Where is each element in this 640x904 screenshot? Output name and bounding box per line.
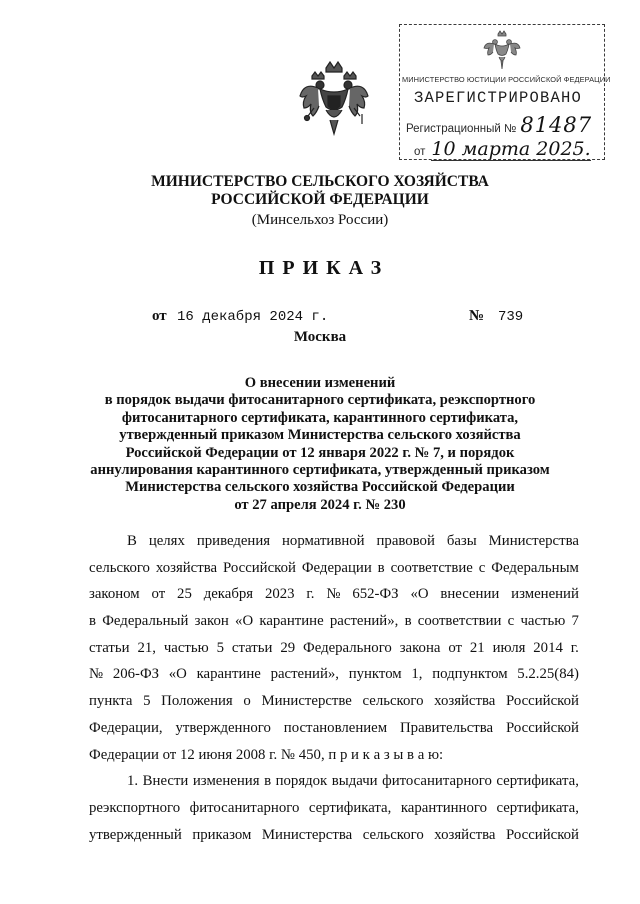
body-word: Российской xyxy=(505,693,579,710)
body-word: изменения xyxy=(192,773,260,790)
subject-line: О внесении изменений xyxy=(244,375,396,391)
subject-line: утвержденный приказом Министерства сельского хозяйства xyxy=(119,427,521,444)
body-word: Внести xyxy=(142,773,189,790)
body-word: пунктом xyxy=(348,666,402,683)
document-title: ПРИКАЗ xyxy=(258,257,390,279)
body-word: подпунктом xyxy=(432,666,508,683)
body-word: 652-ФЗ xyxy=(352,586,399,603)
body-word: сельского xyxy=(362,693,424,710)
body-word: растений», xyxy=(270,666,339,683)
body-word: выдачи xyxy=(331,773,378,790)
body-word: В xyxy=(127,533,137,549)
stamp-regno-label: Регистрационный № xyxy=(406,123,517,135)
body-word: 206-ФЗ xyxy=(112,666,160,683)
subject-line: Министерства сельского хозяйства Российской Федерации xyxy=(125,479,515,496)
body-word: приведения xyxy=(196,533,271,549)
body-word: 2023 xyxy=(264,586,295,603)
order-city: Москва xyxy=(293,329,347,345)
body-word: карантине xyxy=(196,666,261,683)
body-word: с xyxy=(478,559,486,576)
body-word: карантине xyxy=(259,613,324,630)
body-word: 7 xyxy=(571,613,579,630)
body-word: «О xyxy=(168,666,187,683)
order-date-label: от xyxy=(152,308,167,324)
ministry-name: МИНИСТЕРСТВО СЕЛЬСКОГО ХОЗЯЙСТВА xyxy=(151,173,489,190)
body-word: Министерства xyxy=(488,533,579,549)
body-word: декабря xyxy=(203,586,254,603)
stamp-emblem-icon xyxy=(482,29,522,71)
body-word: законом xyxy=(89,586,140,603)
body-word: хозяйства xyxy=(434,826,496,843)
body-word: частью xyxy=(520,613,566,630)
body-word: 1. xyxy=(127,773,139,790)
body-word: г. xyxy=(306,586,315,603)
body-word: «О xyxy=(235,613,254,630)
body-word: сельского xyxy=(362,826,424,843)
body-word: 21, xyxy=(137,639,156,656)
body-word: № xyxy=(89,666,104,683)
body-word: карантинного xyxy=(400,799,487,816)
body-word: закон xyxy=(194,613,229,630)
body-word: утвержденного xyxy=(175,719,271,736)
body-word: Министерстве xyxy=(261,693,352,710)
body-word: утвержденный xyxy=(89,826,182,843)
registration-stamp xyxy=(399,24,611,160)
body-word: в xyxy=(377,559,385,576)
body-word: Российской xyxy=(506,826,579,843)
body-word: сертификата, xyxy=(496,773,579,790)
body-word: пункта xyxy=(89,693,133,710)
body-word: внесении xyxy=(440,586,500,603)
stamp-regno-value: 81487 xyxy=(520,113,593,137)
body-word: от xyxy=(151,586,166,603)
subject-line: в порядок выдачи фитосанитарного сертификата, реэкспортного xyxy=(104,392,536,409)
body-word: приказом xyxy=(192,826,252,843)
body-word: нормативной xyxy=(282,533,365,549)
body-line xyxy=(89,558,579,585)
body-word: 2014 xyxy=(533,639,563,656)
body-word: Федерации xyxy=(301,559,372,576)
body-word: Федеральный xyxy=(102,613,189,630)
body-line xyxy=(89,798,579,825)
body-word: сертификата, xyxy=(496,799,579,816)
subject-line: фитосанитарного сертификата, карантинного сертификата, xyxy=(121,409,519,426)
body-word: № xyxy=(326,586,341,603)
stamp-date-label: от xyxy=(414,146,426,158)
body-word: Федерального xyxy=(303,639,392,656)
subject-line: Российской Федерации от 12 января 2022 г. № 7, и порядок xyxy=(125,444,515,461)
body-word: порядок xyxy=(275,773,328,790)
body-word: в xyxy=(404,613,412,630)
order-date: 16 декабря 2024 г. xyxy=(177,309,329,325)
body-word: целях xyxy=(148,533,185,549)
body-word: Правительства xyxy=(400,719,494,736)
body-word: Российской xyxy=(223,559,296,576)
body-line xyxy=(89,638,579,665)
body-word: фитосанитарного xyxy=(382,773,492,790)
body-word: хозяйства xyxy=(434,693,496,710)
body-word: соответствии xyxy=(417,613,502,630)
body-word: 1, xyxy=(411,666,423,683)
body-word: реэкспортного xyxy=(89,799,181,816)
body-word: фитосанитарного xyxy=(189,799,300,816)
body-line xyxy=(89,718,579,745)
body-word: о xyxy=(243,693,251,710)
body-word: хозяйства xyxy=(155,559,218,576)
body-word: изменений xyxy=(511,586,579,603)
body-word: Министерства xyxy=(261,826,353,843)
body-line xyxy=(89,611,579,638)
stamp-registered-text: ЗАРЕГИСТРИРОВАНО xyxy=(414,89,583,107)
body-word: Федерации, xyxy=(89,719,163,736)
body-word: 5.2.25(84) xyxy=(517,666,579,683)
subject-line: от 27 апреля 2024 г. № 230 xyxy=(234,496,406,513)
body-word: Федеральным xyxy=(491,559,579,576)
body-word: сельского xyxy=(89,559,150,576)
order-number: 739 xyxy=(498,309,524,325)
stamp-regno-line xyxy=(406,113,592,137)
body-line xyxy=(89,691,579,718)
body-line xyxy=(89,825,579,852)
body-word: в xyxy=(89,613,96,630)
stamp-ministry-text: МИНИСТЕРСТВО ЮСТИЦИИ РОССИЙСКОЙ ФЕДЕРАЦИИ xyxy=(402,75,611,84)
body-word: Положения xyxy=(161,693,233,710)
body-word: правовой xyxy=(376,533,435,549)
body-line xyxy=(89,584,579,611)
body-word: статьи xyxy=(89,639,130,656)
body-word: Российской xyxy=(506,719,579,736)
body-word: июля xyxy=(492,639,526,656)
body-word: соответствие xyxy=(390,559,473,576)
body-word: базы xyxy=(446,533,477,549)
body-line xyxy=(89,531,579,558)
stamp-date-line xyxy=(414,138,591,160)
body-line xyxy=(89,771,579,798)
state-emblem-icon xyxy=(296,58,372,142)
order-body xyxy=(89,531,579,851)
stamp-date-value: 10 марта 2025. xyxy=(431,138,591,160)
body-word: «О xyxy=(410,586,429,603)
ministry-name-line2: РОССИЙСКОЙ ФЕДЕРАЦИИ xyxy=(211,191,429,208)
body-word: 21 xyxy=(469,639,485,656)
body-word: растений», xyxy=(329,613,399,630)
ministry-short-name: (Минсельхоз России) xyxy=(251,212,389,228)
body-word: 5 xyxy=(143,693,151,710)
order-number-label: № xyxy=(469,308,485,324)
order-subject xyxy=(0,375,640,514)
body-word: г. xyxy=(570,639,579,656)
body-word: 5 xyxy=(216,639,224,656)
subject-line: аннулирования карантинного сертификата, утвержденный приказом xyxy=(90,462,550,479)
body-word: статьи xyxy=(231,639,273,656)
body-word: закона xyxy=(399,639,441,656)
body-word: в xyxy=(264,773,272,790)
body-word: частью xyxy=(163,639,209,656)
body-word: 29 xyxy=(280,639,296,656)
body-word: постановлением xyxy=(283,719,388,736)
body-line xyxy=(89,664,579,691)
body-word: 25 xyxy=(177,586,192,603)
body-word: с xyxy=(507,613,515,630)
body-line: Федерации от 12 июня 2008 г. № 450, п р и к а з ы в а ю: xyxy=(89,746,444,763)
body-word: сертификата, xyxy=(308,799,392,816)
body-word: от xyxy=(448,639,463,656)
